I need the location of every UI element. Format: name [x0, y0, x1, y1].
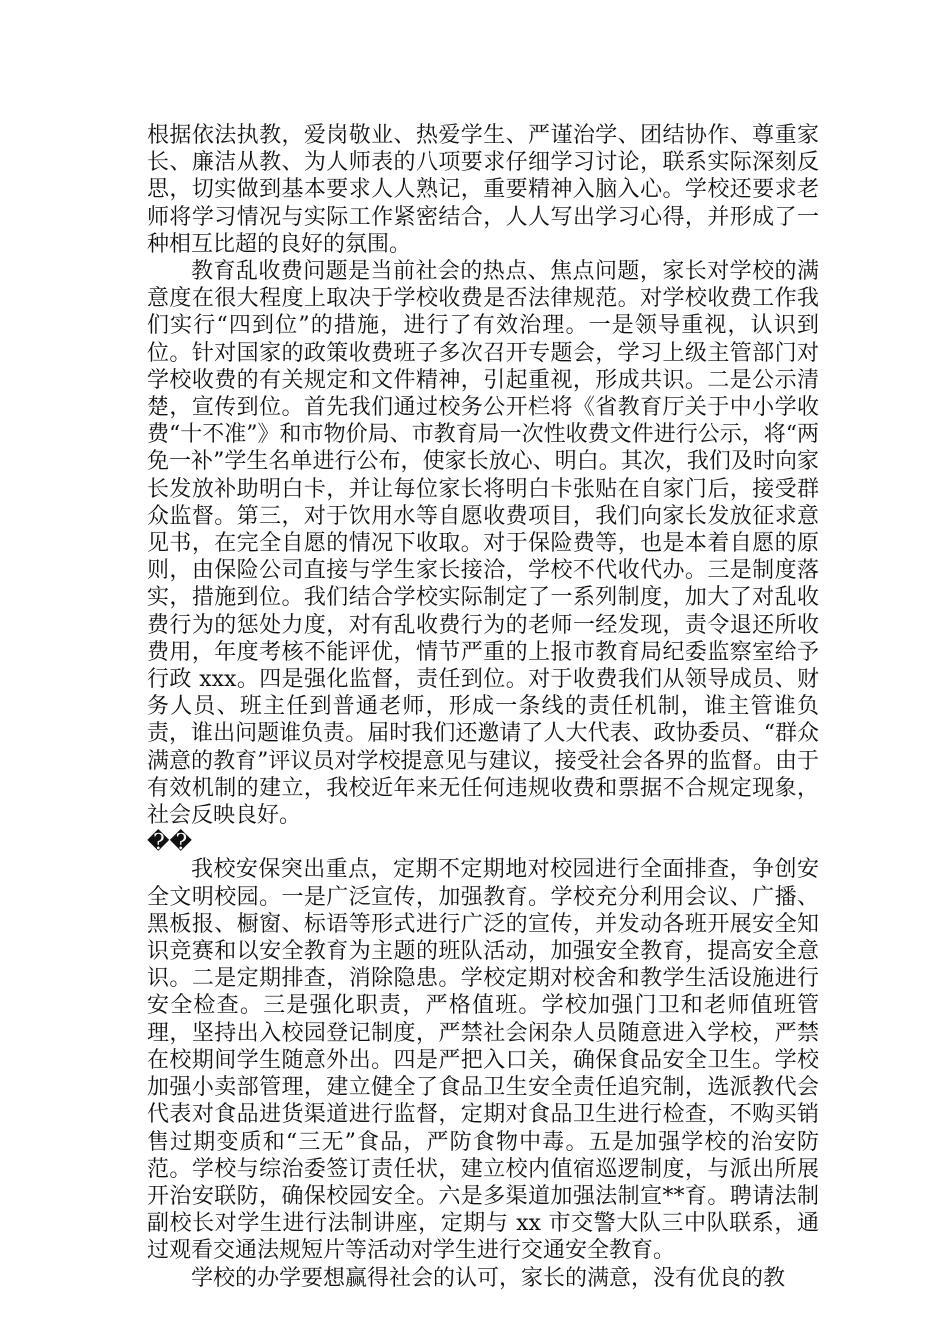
paragraph-fee-management: 教育乱收费问题是当前社会的热点、焦点问题，家长对学校的满意度在很大程度上取决于学校收费是否法律规范。对学校收费工作我们实行“四到位”的措施，进行了有效治理。一是领导重视，认识到位。针对国家的政策收费班子多次召开专题会，学习上级主管部门对学校收费的有关规定和文件精神，引起重视，形成共识。二是公示清楚，宣传到位。首先我们通过校务公开栏将《省教育厅关于中小学收费“十不准”》和市物价局、市教育局一次性收费文件进行公示，将“两免一补”学生名单进行公布，使家长放心、明白。其次，我们及时向家长发放补助明白卡，并让每位家长将明白卡张贴在自家门后，接受群众监督。第三，对于饮用水等自愿收费项目，我们向家长发放征求意见书，在完全自愿的情况下收取。对于保险费等，也是本着自愿的原则，由保险公司直接与学生家长接洽，学校不代收代办。三是制度落实，措施到位。我们结合学校实际制定了一系列制度，加大了对乱收费行为的惩处力度，对有乱收费行为的老师一经发现，责令退还所收费用，年度考核不能评优，情节严重的上报市教育局纪委监察室给予行政 xxx。四是强化监督，责任到位。对于收费我们从领导成员、财务人员、班主任到普通老师，形成一条线的责任机制，谁主管谁负责，谁出问题谁负责。届时我们还邀请了人大代表、政协委员、“群众满意的教育”评议员对学校提意见与建议，接受社会各界的监督。由于有效机制的建立，我校近年来无任何违规收费和票据不合规定现象，社会反映良好。	[147, 259, 819, 829]
paragraph-garbled-characters: ��	[147, 830, 193, 856]
paragraph-campus-safety: 我校安保突出重点，定期不定期地对校园进行全面排查，争创安全文明校园。一是广泛宣传，加强教育。学校充分利用会议、广播、黑板报、橱窗、标语等形式进行广泛的宣传，并发动各班开展安全知识竞赛和以安全教育为主题的班队活动，加强安全教育，提高安全意识。二是定期排查，消除隐患。学校定期对校舍和教学生活设施进行安全检查。三是强化职责，严格值班。学校加强门卫和老师值班管理，坚持出入校园登记制度，严禁社会闲杂人员随意进入学校，严禁在校期间学生随意外出。四是严把入口关，确保食品安全卫生。学校加强小卖部管理，建立健全了食品卫生安全责任追究制，选派教代会代表对食品进货渠道进行监督，定期对食品卫生进行检查，不购买销售过期变质和“三无”食品，严防食物中毒。五是加强学校的治安防范。学校与综治委签订责任状，建立校内值宿巡逻制度，与派出所展开治安联防，确保校园安全。六是多渠道加强法制宣**育。聘请法制副校长对学生进行法制讲座，定期与 xx 市交警大队三中队联系，通过观看交通法规短片等活动对学生进行交通安全教育。	[147, 857, 819, 1264]
document-page	[147, 122, 819, 1292]
paragraph-school-reputation: 学校的办学要想赢得社会的认可，家长的满意，没有优良的教	[191, 1265, 786, 1291]
paragraph-teacher-ethics: 根据依法执教，爱岗敬业、热爱学生、严谨治学、团结协作、尊重家长、廉洁从教、为人师表的八项要求仔细学习讨论，联系实际深刻反思，切实做到基本要求人人熟记，重要精神入脑入心。学校还要求老师将学习情况与实际工作紧密结合，人人写出学习心得，并形成了一种相互比超的良好的氛围。	[147, 123, 819, 257]
